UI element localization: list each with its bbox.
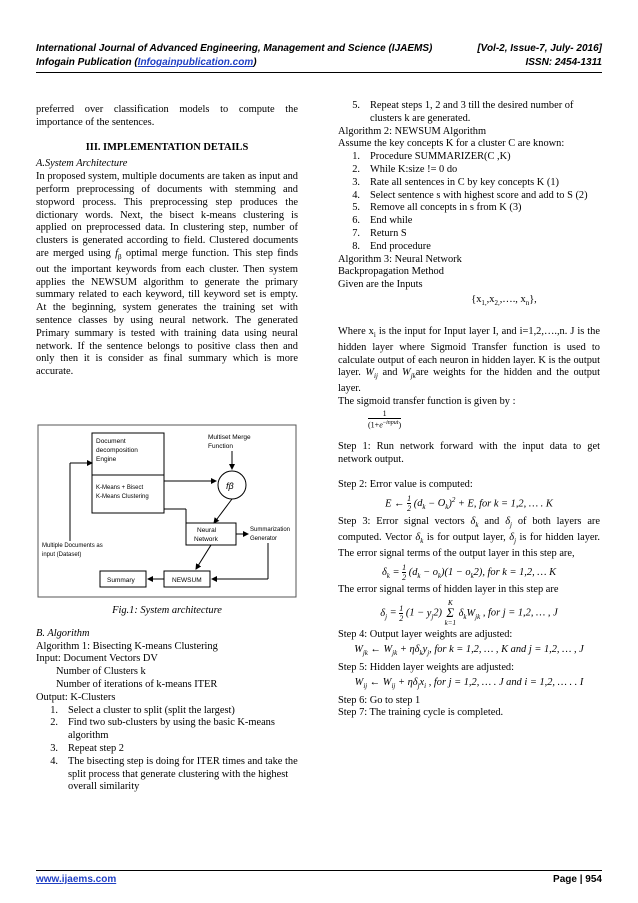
svg-text:K-Means Clustering: K-Means Clustering [96,494,149,501]
alg3-given: Given are the Inputs [338,279,423,291]
issn: ISSN: 2454-1311 [525,57,602,68]
journal-header [36,43,602,56]
list-item: 3. Repeat step 2 [50,742,124,754]
intro-text: preferred over classification models to compute the importance of the sentences. [36,104,298,128]
publisher-header [36,57,602,70]
architecture-paragraph: In proposed system, multiple documents are taken as input and perform preprocessing of documents with stemming and stopword process. This preprocessing step produces the dictionary words. Next, the bisect k-means clustering is applied on preprocessed data. In clustering step, number of clusters is generated according to field. Clustered documents are merged using $f_\beta$ optimal merge function. This step finds out the important keywords from each cluster. Then system applies the NEWSUM algorithm to generate the primary summary related to each keyword, till keyword set is empty. At the beginning, system generates the training set with sentence classes by using neural network. The generated Primary summary is tested with training data using neural network. If the sentence belongs to positive class then and only then it is consider as final summary which is more accurate. [36,171,298,378]
list-item: 1. Procedure SUMMARIZER(C ,K) [352,151,511,163]
multiset-label: Multiset Merge [208,434,251,442]
alg1-input-2: Number of iterations of k-means ITER [56,679,218,690]
footer-rule [36,870,602,871]
publisher-prefix: Infogain Publication ( [36,57,138,68]
newsum-label: NEWSUM [172,577,202,585]
step-4: Step 4: Output layer weights are adjusted: [338,629,513,641]
footer-url[interactable]: www.ijaems.com [36,874,117,885]
sigmoid-intro: The sigmoid transfer function is given by : [338,395,516,407]
list-item: 4. The bisecting step is doing for ITER times and take the split process that generate clustering with the highest overall similarity [50,755,298,793]
list-item: 5. Remove all concepts in s from K (3) [352,202,522,214]
neural-label: Neural [197,527,217,535]
alg2-title: Algorithm 2: NEWSUM Algorithm [338,125,487,137]
svg-text:input (Dataset): input (Dataset) [42,552,82,559]
multidoc-label: Multiple Documents as [42,543,103,550]
figure-caption: Fig.1: System architecture [112,605,222,617]
footer [36,874,602,887]
list-item: 2. While K:size != 0 do [352,163,458,175]
inputs-set: {$x_{1,},x_{2,},\dots$., $x_n$}, [471,293,537,308]
alg3-title: Algorithm 3: Neural Network [338,253,462,265]
alg1-input-1: Number of Clusters k [56,666,146,678]
alg2-assume: Assume the key concepts K for a cluster C are known: [338,138,565,150]
alg1-output: Output: K-Clusters [36,691,116,703]
list-item: 8. End procedure [352,240,431,252]
eq-delta-k: $\delta_k$ = $\frac{1}{2}$ $(d_k - o_k)(1 - o_k2)$, for k = 1,2, … K [381,562,557,582]
eq-wij: $W_{ij}$ ← $W_{ij} + \eta\delta_jx_i$ , for j = 1,2, … . J and i = 1,2, … . . I [354,676,584,690]
step-3: Step 3: Error signal vectors $\delta_k$ and $\delta_j$ of both layers are computed. Vector $\delta_k$ is for output layer, $\delta_j$ is for hidden layer. The error signal terms of the output layer in this step are, [338,516,601,559]
eq-error: E ← $\frac{1}{2}$ $(d_k - O_k)^2 + E$, for k = 1,2, … . K [385,494,553,514]
svg-text:Function: Function [208,443,233,451]
step-6: Step 6: Go to step 1 [338,694,421,706]
volume-info: [Vol-2, Issue-7, July- 2016] [477,43,602,54]
docproc-label: Document [96,438,126,446]
list-item: 7. Return S [352,227,407,239]
summary-label: Summary [107,577,135,585]
publisher-link[interactable]: Infogainpublication.com [137,57,254,68]
list-item: 3. Rate all sentences in C by key concepts K (1) [352,176,559,188]
eq-wjk: $W_{jk}$ ← $W_{jk} + \eta\delta_ky_j$, for k = 1,2, … , K and j = 1,2, … , J [354,644,584,658]
alg2-steps [338,151,600,253]
right-column [338,100,600,720]
svg-text:Network: Network [194,536,218,544]
header-rule [36,72,602,73]
left-column [36,104,298,794]
journal-title: International Journal of Advanced Engineering, Management and Science (IJAEMS) [36,43,433,54]
alg1-title: Algorithm 1: Bisecting K-means Clustering [36,640,218,652]
step-7: Step 7: The training cycle is completed. [338,707,504,719]
fbeta-label: fβ [226,481,234,492]
list-item: 6. End while [352,215,413,227]
list-item: 1. Select a cluster to split (split the largest) [50,704,235,716]
sumgen-label: Summarization [250,527,291,534]
step-5: Step 5: Hidden layer weights are adjusted: [338,661,515,673]
eq-delta-j: $\delta_j$ = $\frac{1}{2}$ $(1 - y_j2)$ K Σ k=1 $\delta_kW_{jk}$ , for j = 1,2, … , J [380,599,558,628]
hidden-intro: The error signal terms of hidden layer in this step are [338,584,559,596]
publisher-suffix: ) [253,57,257,68]
sigmoid-formula: 1 $(1+e^{-input})$ [368,408,402,430]
alg3-sub: Backpropagation Method [338,266,444,278]
section-title: III. IMPLEMENTATION DETAILS [85,141,249,153]
page-number: Page | 954 [553,874,602,885]
alg1-steps [36,705,298,795]
list-item: 4. Select sentence s with highest score and add to S (2) [352,189,588,201]
subsection-a: A.System Architecture [36,158,128,170]
step-1: Step 1: Run network forward with the input data to get network output. [338,441,600,466]
alg1-step-5: 5. Repeat steps 1, 2 and 3 till the desired number of clusters k are generated. [352,100,574,124]
svg-text:decomposition: decomposition [96,447,138,455]
step-2: Step 2: Error value is computed: [338,479,473,491]
alg1-input: Input: Document Vectors DV [36,653,158,665]
svg-text:Generator: Generator [250,536,278,543]
list-item: 2. Find two sub-clusters by using the basic K-means algorithm [50,717,275,742]
system-architecture-figure [36,423,298,601]
subsection-b: B. Algorithm [36,627,90,639]
kmeans-label: K-Means + Bisect [96,485,144,492]
svg-text:Engine: Engine [96,456,117,464]
where-paragraph: Where $x_i$ is the input for Input layer I, and i=1,2,….,n. J is the hidden layer where Sigmoid Transfer function is used to calculate output of each neuron in hidden layer. K is the output layer. $W_{ij}$ and $W_{jk}are$ weights for the hidden and the output layer. [338,325,600,395]
